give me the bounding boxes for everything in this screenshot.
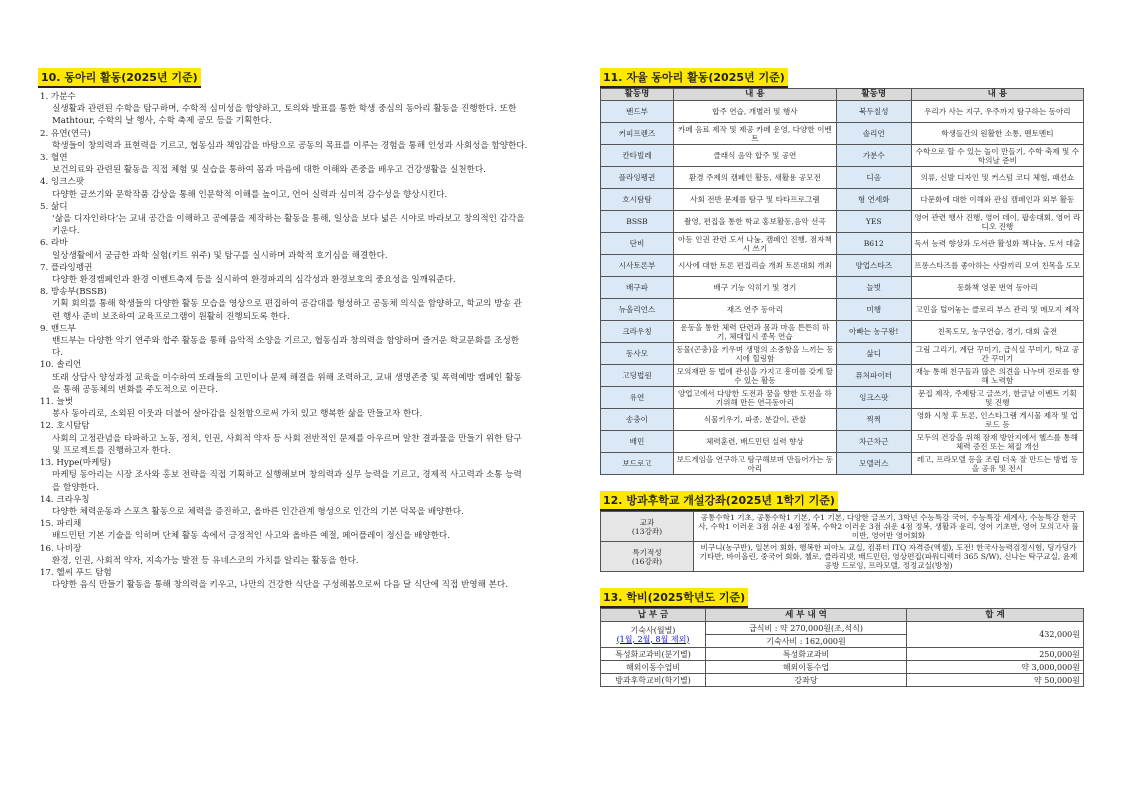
- self-club-row: [601, 321, 1084, 343]
- club-name: 3. 혈연: [40, 153, 68, 164]
- club-activity-name: 플라잉펭귄: [601, 167, 674, 189]
- club-activity-content: 합주 연습, 개별러 및 행사: [674, 101, 837, 123]
- club-activity-content: 동화책 영문 번역 동아리: [911, 277, 1083, 299]
- club-name: 15. 파리채: [40, 519, 82, 530]
- club-activity-content: 문집 제작, 주제탐고 글쓰기, 한글날 이벤트 기획 및 진행: [911, 387, 1083, 409]
- club-name: 4. 잉크스팟: [40, 177, 85, 188]
- section10-title: 10. 동아리 활동(2025년 기준): [38, 68, 201, 88]
- right-column: [600, 66, 1084, 687]
- club-activity-name: 형 연세화: [836, 189, 911, 211]
- club-activity-content: 다문화에 대한 이해와 관심 캠페인과 외부 활동: [911, 189, 1083, 211]
- club-item: [38, 543, 528, 567]
- club-activity-content: 학생들간의 원활한 소통, 멘토멘티: [911, 123, 1083, 145]
- self-club-header-row: [601, 89, 1084, 101]
- club-activity-content: 모의재판 등 법에 관심을 가지고 흥미를 갖게 할 수 있는 활동: [674, 365, 837, 387]
- dorm-detail-room: 기숙사비 : 162,000원: [706, 635, 907, 648]
- tuition-amount: 약 3,000,000원: [907, 661, 1084, 674]
- club-name: 6. 라바: [40, 238, 68, 249]
- club-item: [38, 237, 528, 261]
- club-activity-name: 보드로고: [601, 453, 674, 475]
- club-activity-name: 미행: [836, 299, 911, 321]
- club-activity-content: 환경 주제의 캠페인 활동, 새활용 공모전: [674, 167, 837, 189]
- section13-title: 13. 학비(2025학년도 기준): [600, 588, 748, 608]
- club-activity-name: 고딩법원: [601, 365, 674, 387]
- header-total: 합 계: [907, 609, 1084, 622]
- dorm-total: 432,000원: [907, 622, 1084, 648]
- self-club-row: [601, 277, 1084, 299]
- club-activity-content: 카페 음료 제작 및 제공 카페 운영, 다양한 이벤트: [674, 123, 837, 145]
- club-description: ‘삶을 디자인하다’는 교내 공간을 이해하고 공예품을 제작하는 활동을 통해, 일상을 보다 넓은 시야로 바라보고 창의적인 감각을 키운다.: [52, 214, 525, 237]
- club-activity-content: 의류, 신발 디자인 및 커스텀 코디 체험, 패션쇼: [911, 167, 1083, 189]
- tuition-row: [601, 674, 1084, 687]
- club-item: [38, 518, 528, 542]
- tuition-row-dorm: [601, 622, 1084, 635]
- club-activity-name: 북두칠성: [836, 101, 911, 123]
- club-name: 8. 방송부(BSSB): [40, 287, 107, 298]
- club-activity-name: 배구파: [601, 277, 674, 299]
- self-club-table: [600, 88, 1084, 475]
- club-name: 9. 밴드부: [40, 323, 76, 334]
- self-club-row: [601, 365, 1084, 387]
- club-activity-content: 재능 통해 친구들과 많은 의견을 나누며 진로를 향해 노력함: [911, 365, 1083, 387]
- club-item: [38, 396, 528, 420]
- self-club-row: [601, 167, 1084, 189]
- club-activity-name: 커피프렌즈: [601, 123, 674, 145]
- club-activity-content: 체력훈련, 배드민턴 실력 향상: [674, 431, 837, 453]
- afterschool-table: [600, 511, 1084, 572]
- club-activity-name: 잉크스팟: [836, 387, 911, 409]
- club-activity-name: 송충이: [601, 409, 674, 431]
- header-content-1: 내 용: [674, 89, 837, 101]
- club-activity-content: 모두의 건강을 위해 잠재 방안지에서 헬스를 통해 체력 증진 또는 체질 개선: [911, 431, 1083, 453]
- left-column: [38, 66, 528, 591]
- club-item: [38, 176, 528, 200]
- club-item: [38, 262, 528, 286]
- tuition-row: [601, 661, 1084, 674]
- dorm-detail-meal: 급식비 : 약 270,000원(조,석식): [706, 622, 907, 635]
- club-description: 다양한 환경캠페인과 환경 이벤트축제 등을 실시하여 환경파괴의 심각성과 환경보호의 중요성을 일깨워준다.: [52, 275, 456, 286]
- club-name: 16. 나비장: [40, 543, 82, 554]
- self-club-row: [601, 101, 1084, 123]
- club-activity-name: 디옴: [836, 167, 911, 189]
- dorm-label: 기숙사(월별): [630, 625, 676, 635]
- self-club-row: [601, 145, 1084, 167]
- self-club-row: [601, 189, 1084, 211]
- section11-title: 11. 자율 동아리 활동(2025년 기준): [600, 68, 788, 88]
- tuition-item: 방과후학교비(학기별): [601, 674, 706, 687]
- afterschool-courses: 비구니(농구반), 일본어 회화, 행복한 피아노 교실, 컴퓨터 ITQ 자격증(엑셀), 도전! 한국사능력검정시험, 딩가딩가 기타반, 바이올린, 중국어 회화, 첼로, 클라리넷, 배드민턴, 영상편집(파워디렉터 365 S/W), 신나는 탁구교실, 윤제 공방 드로잉, 프라모델, 정정교실(방청): [694, 542, 1084, 572]
- club-name: 14. 크라우칭: [40, 494, 90, 505]
- header-activity-2: 활동명: [836, 89, 911, 101]
- self-club-row: [601, 299, 1084, 321]
- club-activity-name: 단비: [601, 233, 674, 255]
- club-description: 배드민턴 기본 기술을 익히며 단체 활동 속에서 긍정적인 사고와 올바른 예절, 페어플레이 정신을 배양한다.: [52, 531, 450, 542]
- club-activity-content: 동물(곤충)을 키우며 생명의 소중함을 느끼는 동시에 힐링함: [674, 343, 837, 365]
- club-activity-name: 삶디: [836, 343, 911, 365]
- club-activity-name: YES: [836, 211, 911, 233]
- club-activity-name: 칸타빌레: [601, 145, 674, 167]
- club-item: [38, 152, 528, 176]
- club-description: 실생활과 관련된 수학을 탐구하며, 수학적 심미성을 함양하고, 토의와 발표를 통한 학생 중심의 동아리 활동을 진행한다. 또한 Mathtour, 수학의 날 행사, 수학 축제 공모 등을 기획한다.: [52, 104, 517, 127]
- club-activity-content: 수학으로 할 수 있는 놀이 만들기, 수학 축제 및 수학의날 준비: [911, 145, 1083, 167]
- self-club-row: [601, 211, 1084, 233]
- club-name: 1. 가분수: [40, 92, 76, 102]
- club-activity-content: 양업고에서 다양한 도전과 꿈을 향한 도전을 하기위해 만든 연극동아리: [674, 387, 837, 409]
- club-item: [38, 286, 528, 323]
- self-club-row: [601, 233, 1084, 255]
- club-activity-content: 촬영, 편집을 통한 학교 홍보활동,음악 선곡: [674, 211, 837, 233]
- club-activity-content: 시사에 대한 토론 편집리슬 개최 토론대회 개최: [674, 255, 837, 277]
- club-item: [38, 359, 528, 396]
- tuition-item: 특성화교과비(분기별): [601, 648, 706, 661]
- club-description: 다양한 체력운동과 스포츠 활동으로 체력을 증진하고, 올바른 인간관계 형성으로 인간의 기본 덕목을 배양한다.: [52, 506, 464, 517]
- club-activity-name: 밴드부: [601, 101, 674, 123]
- club-description: 다양한 음식 만들기 활동을 통해 창의력을 키우고, 나만의 건강한 식단을 구성해봄으로써 다음 달 식단에 직접 반영해 본다.: [52, 580, 508, 591]
- club-activity-name: 유연: [601, 387, 674, 409]
- self-club-row: [601, 409, 1084, 431]
- club-activity-name: 시사토론부: [601, 255, 674, 277]
- afterschool-row: [601, 542, 1084, 572]
- club-item: [38, 201, 528, 238]
- club-description: 기획 회의를 통해 학생들의 다양한 활동 모습을 영상으로 편집하여 공감대를 형성하고 공동체 의식을 함양하고, 학교의 방송 관련 행사 준비 보조하여 교육프로그램이 원활히 진행되도록 한다.: [52, 299, 522, 322]
- dorm-label-cell: [601, 622, 706, 648]
- club-description: 다양한 글쓰기와 문학작품 감상을 통해 인문학적 이해를 높이고, 언어 실력과 심미적 감수성을 향상시킨다.: [52, 189, 448, 200]
- club-activity-content: 독서 능력 향상과 도서관 활성화 책나눔, 도서 대출: [911, 233, 1083, 255]
- club-activity-content: 우리가 사는 지구, 우주까지 탐구하는 동아리: [911, 101, 1083, 123]
- club-name: 11. 늘벗: [40, 397, 74, 408]
- header-content-2: 내 용: [911, 89, 1083, 101]
- club-activity-name: B612: [836, 233, 911, 255]
- club-activity-content: 레고, 프라모델 등을 조립 더욱 잘 만드는 방법 등을 공유 및 전시: [911, 453, 1083, 475]
- club-activity-name: 솔리언: [836, 123, 911, 145]
- club-activity-content: 친목도모, 농구연습, 경기, 대회 출전: [911, 321, 1083, 343]
- club-activity-content: 식물키우기, 파종, 분갈이, 관찰: [674, 409, 837, 431]
- club-item: [38, 494, 528, 518]
- club-activity-content: 사회 전반 문제를 탐구 및 타타프로그램: [674, 189, 837, 211]
- club-activity-content: 영어 관련 행사 진행, 영어 데이, 팝송대회, 영어 라디오 진행: [911, 211, 1083, 233]
- club-item: [38, 128, 528, 152]
- club-description: 봉사 동아리로, 소외된 이웃과 더불어 살아감을 실천함으로써 가치 있고 행복한 삶을 만들고자 한다.: [52, 409, 423, 420]
- header-activity-1: 활동명: [601, 89, 674, 101]
- tuition-detail: 해외이동수업: [706, 661, 907, 674]
- club-activity-name: 가분수: [836, 145, 911, 167]
- club-activity-name: 퓨처파이터: [836, 365, 911, 387]
- club-activity-name: 호시탐탐: [601, 189, 674, 211]
- club-item: [38, 567, 528, 591]
- tuition-detail: 특성화교과비: [706, 648, 907, 661]
- club-description: 일상생활에서 궁금한 과학 실험(키트 위주) 및 탐구를 실시하며 과학적 호기심을 해결한다.: [52, 250, 388, 261]
- self-club-row: [601, 123, 1084, 145]
- tuition-detail: 강좌당: [706, 674, 907, 687]
- club-activity-name: 크라우칭: [601, 321, 674, 343]
- self-club-row: [601, 431, 1084, 453]
- tuition-amount: 약 50,000원: [907, 674, 1084, 687]
- club-description: 사회의 고정관념을 타파하고 노동, 정치, 인권, 사회적 약자 등 사회 전반적인 문제를 아우르며 알찬 결과물을 만들기 위한 탐구 및 프로젝트를 진행하고자 한다.: [52, 433, 522, 456]
- club-description: 학생들이 창의력과 표현력을 기르고, 협동심과 책임감을 바탕으로 공동의 목표를 이루는 경험을 통해 인성과 사회성을 함양한다.: [52, 140, 528, 151]
- club-name: 2. 유연(연극): [40, 128, 91, 139]
- header-detail: 세 부 내 역: [706, 609, 907, 622]
- tuition-amount: 250,000원: [907, 648, 1084, 661]
- club-activity-name: BSSB: [601, 211, 674, 233]
- club-activity-name: 늘벗: [836, 277, 911, 299]
- self-club-row: [601, 343, 1084, 365]
- club-description: 또래 상담사 양성과정 교육을 이수하여 또래들의 고민이나 문제 해결을 위해 조력하고, 교내 생명존중 및 폭력예방 캠페인 활동을 통해 공동체의 변화를 주도적으로 이끈다.: [52, 372, 522, 395]
- club-description: 환경, 인권, 사회적 약자, 지속가능 발전 등 유네스코의 가치를 알리는 활동을 한다.: [52, 555, 359, 566]
- section12-title: 12. 방과후학교 개설강좌(2025년 1학기 기준): [600, 491, 838, 511]
- club-activity-content: 영화 시청 후 토론, 인스타그램 게시물 제작 및 업로드 등: [911, 409, 1083, 431]
- club-activity-name: 배민: [601, 431, 674, 453]
- club-activity-content: 재즈 연주 동아리: [674, 299, 837, 321]
- club-item: [38, 457, 528, 494]
- club-name: 10. 솔리언: [40, 360, 82, 371]
- tuition-row: [601, 648, 1084, 661]
- header-payment: 납 부 금: [601, 609, 706, 622]
- self-club-row: [601, 387, 1084, 409]
- club-activity-name: 찍찍: [836, 409, 911, 431]
- club-name: 7. 플라잉펭귄: [40, 262, 93, 273]
- club-description: 보건의료와 관련된 활동을 직접 체험 및 실습을 통하여 몸과 마음에 대한 이해와 존중을 배우고 건강생활을 실천한다.: [52, 165, 486, 176]
- club-name: 5. 삶디: [40, 201, 68, 212]
- afterschool-category: 특기적성 (16강좌): [601, 542, 694, 572]
- afterschool-category: 교과 (13강좌): [601, 512, 694, 542]
- tuition-item: 해외이동수업비: [601, 661, 706, 674]
- club-activity-name: 차근차근: [836, 431, 911, 453]
- self-club-row: [601, 453, 1084, 475]
- club-activity-content: 보드게임을 연구하고 탐구해보며 만들어가는 동아리: [674, 453, 837, 475]
- club-activity-content: 아동 인권 관련 도서 나눔, 캠페인 진행, 점자책시 쓰기: [674, 233, 837, 255]
- club-description: 마케팅 동아리는 시장 조사와 홍보 전략을 직접 기획하고 실행해보며 창의력과 실무 능력을 기르고, 경제적 사고력과 소통 능력을 함양한다.: [52, 470, 522, 493]
- club-description: 밴드부는 다양한 악기 연주와 합주 활동을 통해 음악적 소양을 기르고, 협동심과 창의력을 함양하며 즐거운 학교문화를 조성한다.: [52, 336, 520, 359]
- club-item: [38, 420, 528, 457]
- club-activity-name: 양업스타즈: [836, 255, 911, 277]
- club-item: [38, 323, 528, 360]
- club-activity-name: 동사모: [601, 343, 674, 365]
- club-activity-content: 운동을 통한 체력 단련과 몸과 마음 튼튼히 하기, 체대입시 종목 연습: [674, 321, 837, 343]
- self-club-row: [601, 255, 1084, 277]
- club-activity-content: 배구 기능 익히기 및 경기: [674, 277, 837, 299]
- tuition-header-row: [601, 609, 1084, 622]
- club-list: [38, 91, 528, 591]
- club-name: 12. 호시탐탐: [40, 421, 90, 432]
- club-activity-content: 프롱스타즈를 좋아하는 사람끼리 모여 친목을 도모: [911, 255, 1083, 277]
- dorm-note: (1월, 2월, 8월 제외): [616, 634, 690, 644]
- club-name: 17. 헬씨 푸드 탐험: [40, 567, 112, 578]
- afterschool-row: [601, 512, 1084, 542]
- club-name: 13. Hype(마케팅): [40, 458, 111, 469]
- afterschool-courses: 공통수학1 기초, 공통수학1 기본, 수1 기본, 다양한 글쓰기, 3학년 수능특강 국어, 수능특강 세계사, 수능특강 한국사, 수학1 이러운 3점 쉬운 4점 정복, 수학2 이러운 3점 쉬운 4점 정복, 생활과 윤리, 영어 기초반, 영어 모의고사 풀이반, 영어반 영어회화: [694, 512, 1084, 542]
- club-activity-name: 모델러스: [836, 453, 911, 475]
- club-activity-content: 클래식 음악 합주 및 공연: [674, 145, 837, 167]
- club-activity-content: 그림 그리기, 계단 꾸미기, 급식실 꾸미기, 학교 공간 꾸미기: [911, 343, 1083, 365]
- tuition-table: [600, 608, 1084, 687]
- club-activity-name: 뉴올리언스: [601, 299, 674, 321]
- club-activity-content: 고민을 털어놓는 클로리 부스 관리 및 메모지 제작: [911, 299, 1083, 321]
- club-activity-name: 아빠는 농구왕!: [836, 321, 911, 343]
- club-item: [38, 91, 528, 128]
